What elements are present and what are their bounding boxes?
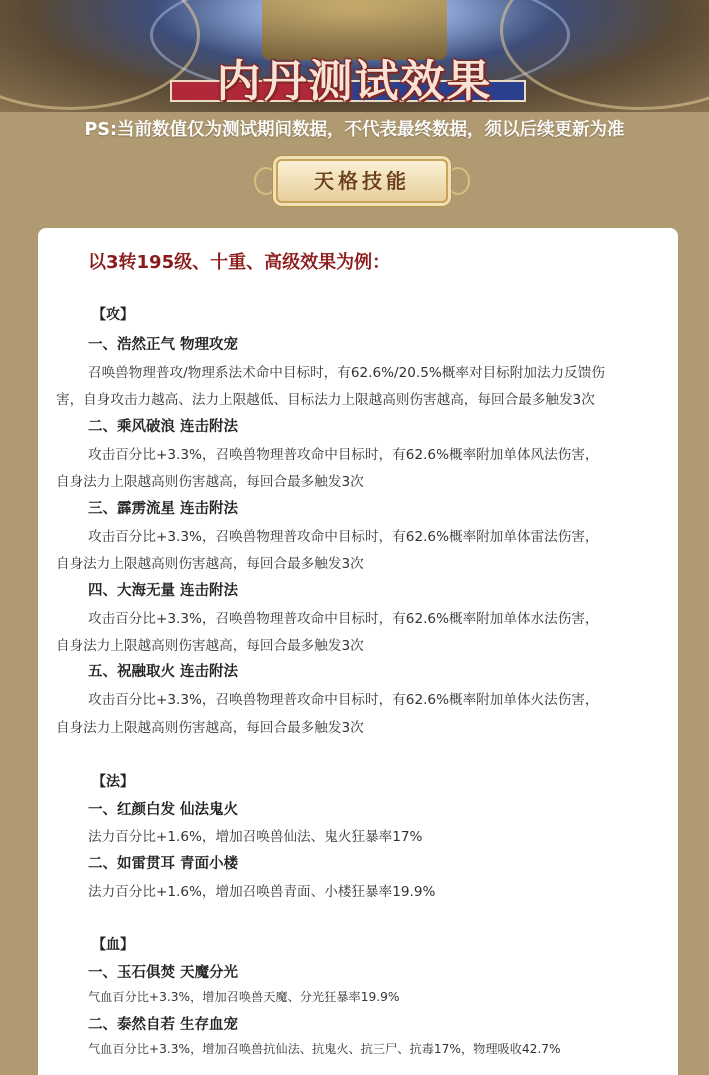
skill-desc-line: 气血百分比+3.3%，增加召唤兽天魔、分光狂暴率19.9% (88, 990, 400, 1004)
group-label-magic: 【法】 (92, 774, 134, 790)
skill-title: 二、如雷贯耳 青面小楼 (88, 856, 239, 872)
skill-desc-line: 法力百分比+1.6%，增加召唤兽仙法、鬼火狂暴率17% (88, 829, 423, 845)
skill-title: 一、浩然正气 物理攻宠 (88, 337, 239, 353)
skill-desc-line: 攻击百分比+3.3%，召唤兽物理普攻命中目标时，有62.6%概率附加单体雷法伤害， (88, 529, 599, 545)
skill-desc-line: 法力百分比+1.6%，增加召唤兽青面、小楼狂暴率19.9% (88, 884, 436, 900)
header-banner (0, 0, 709, 112)
page-title: 内丹测试效果 (216, 56, 493, 107)
skill-desc-line: 自身法力上限越高则伤害越高，每回合最多触发3次 (56, 556, 364, 572)
skill-title: 一、红颜白发 仙法鬼火 (88, 802, 239, 818)
skill-desc-line: 攻击百分比+3.3%，召唤兽物理普攻命中目标时，有62.6%概率附加单体风法伤害， (88, 447, 599, 463)
skill-desc-line: 自身法力上限越高则伤害越高，每回合最多触发3次 (56, 638, 364, 654)
skill-title: 五、祝融取火 连击附法 (88, 664, 239, 680)
skill-title: 四、大海无量 连击附法 (88, 583, 239, 599)
skill-desc-line: 自身法力上限越高则伤害越高，每回合最多触发3次 (56, 720, 364, 736)
group-label-blood: 【血】 (92, 937, 134, 953)
skill-title: 二、泰然自若 生存血宠 (88, 1017, 239, 1033)
skill-title: 二、乘风破浪 连击附法 (88, 419, 239, 435)
skill-desc-line: 攻击百分比+3.3%，召唤兽物理普攻命中目标时，有62.6%概率附加单体水法伤害， (88, 611, 599, 627)
skill-desc-line: 自身法力上限越高则伤害越高，每回合最多触发3次 (56, 474, 364, 490)
skill-desc-line: 攻击百分比+3.3%，召唤兽物理普攻命中目标时，有62.6%概率附加单体火法伤害， (88, 692, 599, 708)
section-tag (254, 157, 470, 205)
section-tag-label: 天格技能 (276, 159, 448, 203)
skill-desc-line: 害，自身攻击力越高、法力上限越低、目标法力上限越高则伤害越高，每回合最多触发3次 (56, 392, 595, 408)
ornament-left-icon (254, 167, 278, 195)
content-heading: 以3转195级、十重、高级效果为例： (88, 252, 391, 273)
skill-desc-line: 气血百分比+3.3%，增加召唤兽抗仙法、抗鬼火、抗三尸、抗毒17%，物理吸收42.7% (88, 1042, 561, 1056)
skill-title: 三、霹雳流星 连击附法 (88, 501, 239, 517)
skill-title: 一、玉石俱焚 天魔分光 (88, 965, 239, 981)
skill-desc-line: 召唤兽物理普攻/物理系法术命中目标时，有62.6%/20.5%概率对目标附加法力反馈伤 (88, 365, 605, 381)
group-label-attack: 【攻】 (92, 307, 134, 323)
ornament-right-icon (446, 167, 470, 195)
notice-text: PS:当前数值仅为测试期间数据，不代表最终数据，须以后续更新为准 (84, 120, 625, 140)
